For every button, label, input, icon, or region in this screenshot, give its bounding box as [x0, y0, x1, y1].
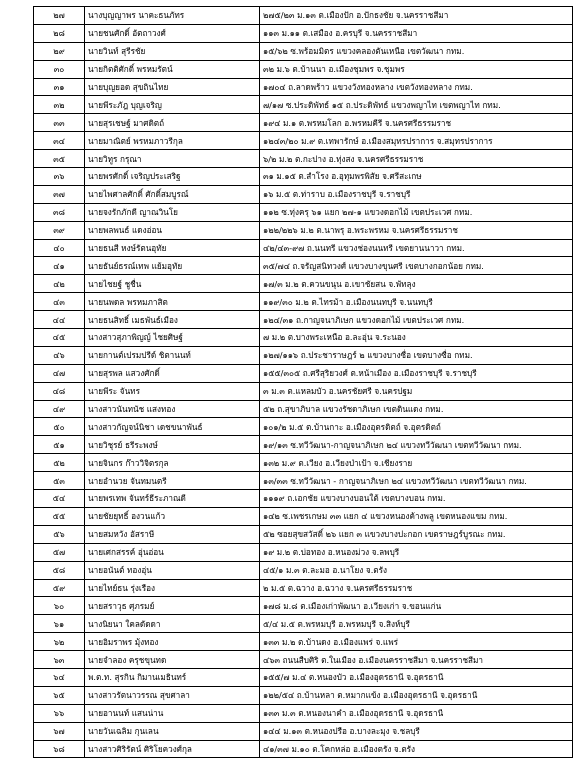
table-row: [34, 579, 573, 597]
row-number-cell: ๒๘: [34, 24, 85, 42]
address-cell: ๔๑/๓๗ ม.๑๐ ต.โคกหล่อ อ.เมืองตรัง จ.ตรัง: [260, 740, 573, 758]
address-cell: ๑๗/๓ ม.๒ ต.ควนขนุน อ.เขาชัยสน จ.พัทลุง: [260, 275, 573, 293]
table-row: [34, 293, 573, 311]
row-number-cell: ๕๙: [34, 579, 85, 597]
name-cell: นายอำนวย จันทมนตรี: [85, 472, 260, 490]
name-cell: นายจินกร ก๊าววิจิตรกุล: [85, 454, 260, 472]
address-cell: ๔๕/๑ ม.๓ ต.ละมอ อ.นาโยง จ.ตรัง: [260, 561, 573, 579]
name-cell: นายมาณิตย์ พรหมภาวรีกุล: [85, 132, 260, 150]
table-row: [34, 168, 573, 186]
name-cell: นายเศกสรรค์ อุ่นอ่อน: [85, 543, 260, 561]
name-cell: นางสาวรัตนาวรรณ สุขศาลา: [85, 686, 260, 704]
address-cell: ๑๑๒ ซ.ทุ่งครุ ๖๑ แยก ๒๗-๑ แขวงดอกไม้ เขตประเวศ กทม.: [260, 203, 573, 221]
name-cell: นายกิตติศักดิ์ พรหมรัตน์: [85, 60, 260, 78]
address-cell: ๑๑๓ ม.๑๑ ต.เสมือง อ.ครบุรี จ.นครราชสีมา: [260, 24, 573, 42]
row-number-cell: ๖๐: [34, 597, 85, 615]
address-cell: ๑๒๔๓/๒๐ ม.๙ ต.เทพารักษ์ อ.เมืองสมุทรปราการ จ.สมุทรปราการ: [260, 132, 573, 150]
address-cell: ๑๙๔ ม.๑ ต.พรหมโลก อ.พรหมคีรี จ.นครศรีธรรมราช: [260, 114, 573, 132]
address-cell: ๓๕/๗๔ ถ.จรัญสนิทวงศ์ แขวงบางขุนศรี เขตบางกอกน้อย กทม.: [260, 257, 573, 275]
name-cell: นายชนศักดิ์ อัตถาวงศ์: [85, 24, 260, 42]
table-row: [34, 633, 573, 651]
table-row: [34, 185, 573, 203]
name-cell: นางสาวกัญจน์นิชา เดชขนาพันธ์: [85, 418, 260, 436]
row-number-cell: ๔๖: [34, 346, 85, 364]
name-cell: นายอนันต์ ทองอุ่น: [85, 561, 260, 579]
address-cell: ๑๓๒ ม.๙ ต.เวียง อ.เวียงป่าเป้า จ.เชียงราย: [260, 454, 573, 472]
address-cell: ๑๓๓ ม.๒ ต.บ้านดง อ.เมืองแพร่ จ.แพร่: [260, 633, 573, 651]
address-cell: ๑๔๔ ม.๑๓ ต.หนองปรือ อ.บางละมุง จ.ชลบุรี: [260, 722, 573, 740]
address-cell: ๑๕๕/๓๐๕ ถ.ศรีสุริยวงศ์ ต.หน้าเมือง อ.เมืองราชบุรี จ.ราชบุรี: [260, 364, 573, 382]
name-cell: นายบุญยอด สุขถินไทย: [85, 78, 260, 96]
name-cell: นายอิมราพร มุ้งทอง: [85, 633, 260, 651]
member-table-body: [34, 7, 573, 758]
table-row: [34, 615, 573, 633]
address-cell: ๑๗๐๔ ถ.ลาดพร้าว แขวงวังทองหลาง เขตวังทองหลาง กทม.: [260, 78, 573, 96]
name-cell: นายพลพนธ์ แดงอ่อน: [85, 221, 260, 239]
table-row: [34, 543, 573, 561]
table-row: [34, 275, 573, 293]
row-number-cell: ๖๒: [34, 633, 85, 651]
row-number-cell: ๓๐: [34, 60, 85, 78]
table-row: [34, 525, 573, 543]
table-row: [34, 42, 573, 60]
address-cell: ๑๒๒/๒๒๖ ม.๒ ต.นาพรุ อ.พระพรหม จ.นครศรีธรรมราช: [260, 221, 573, 239]
name-cell: นายวิชุรย์ ธรีระพงษ์: [85, 436, 260, 454]
address-cell: ๑๒๔/๓๑ ถ.กาญจนาภิเษก แขวงดอกไม้ เขตประเวศ กทม.: [260, 311, 573, 329]
row-number-cell: ๓๖: [34, 168, 85, 186]
address-cell: ๗/๑๗ ซ.ประดิพัทธ์ ๑๕ ถ.ประดิพัทธ์ แขวงพญาไท เขตพญาไท กทม.: [260, 96, 573, 114]
row-number-cell: ๕๑: [34, 436, 85, 454]
name-cell: นายวิทูร กรุณา: [85, 150, 260, 168]
table-row: [34, 740, 573, 758]
table-row: [34, 597, 573, 615]
table-row: [34, 668, 573, 686]
address-cell: ๑๑๑๙ ถ.เอกชัย แขวงบางบอนใต้ เขตบางบอน กทม.: [260, 490, 573, 508]
row-number-cell: ๕๖: [34, 525, 85, 543]
table-row: [34, 203, 573, 221]
address-cell: ๑๑๙/๓๐ ม.๒ ต.ไทรม้า อ.เมืองนนทบุรี จ.นนทบุรี: [260, 293, 573, 311]
table-row: [34, 114, 573, 132]
table-row: [34, 490, 573, 508]
row-number-cell: ๔๑: [34, 257, 85, 275]
row-number-cell: ๔๕: [34, 329, 85, 347]
table-row: [34, 561, 573, 579]
row-number-cell: ๓๙: [34, 221, 85, 239]
name-cell: นายนพดล พรหมภาสิต: [85, 293, 260, 311]
address-cell: ๗ ม.๒ ต.บางพระเหนือ อ.ละอุ่น จ.ระนอง: [260, 329, 573, 347]
table-row: [34, 472, 573, 490]
table-row: [34, 78, 573, 96]
address-cell: ๑๓/๓๓ ซ.ทวีวัฒนา - กาญจนาภิเษก ๒๔ แขวงทวีวัฒนา เขตทวีวัฒนา กทม.: [260, 472, 573, 490]
address-cell: ๕๒ ซอยสุขสวัสดิ์ ๒๖ แยก ๓ แขวงบางปะกอก เขตราษฎร์บูรณะ กทม.: [260, 525, 573, 543]
name-cell: นายไทย์ธน รุ่งเรือง: [85, 579, 260, 597]
row-number-cell: ๔๔: [34, 311, 85, 329]
name-cell: นายพรศักดิ์ เจริญประเสริฐ: [85, 168, 260, 186]
name-cell: นายธนสิทธิ์ เมธพันธ์เมือง: [85, 311, 260, 329]
table-row: [34, 686, 573, 704]
address-cell: ๑๖ ม.๕ ต.ท่าราบ อ.เมืองราชบุรี จ.ราชบุรี: [260, 185, 573, 203]
row-number-cell: ๓๕: [34, 150, 85, 168]
row-number-cell: ๖๗: [34, 722, 85, 740]
row-number-cell: ๕๗: [34, 543, 85, 561]
name-cell: นางสาวสุภาพิญญ์ ไชยศิษฐ์: [85, 329, 260, 347]
row-number-cell: ๔๗: [34, 364, 85, 382]
name-cell: นายพีระ จันทร: [85, 382, 260, 400]
address-cell: ๓๒ ม.๖ ต.บ้านนา อ.เมืองชุมพร จ.ชุมพร: [260, 60, 573, 78]
name-cell: นายสุรพล แสวงศักดิ์: [85, 364, 260, 382]
name-cell: นายพรเทพ จันทร์ธีระภาณดี: [85, 490, 260, 508]
table-row: [34, 382, 573, 400]
address-cell: ๑๒๗/๑๑๖ ถ.ประชาราษฎร์ ๒ แขวงบางซื่อ เขตบางซื่อ กทม.: [260, 346, 573, 364]
row-number-cell: ๓๑: [34, 78, 85, 96]
table-row: [34, 150, 573, 168]
table-row: [34, 7, 573, 25]
name-cell: นายสุรเชษฐ์ มาศดิตถ์: [85, 114, 260, 132]
table-row: [34, 60, 573, 78]
row-number-cell: ๒๗: [34, 7, 85, 25]
row-number-cell: ๕๓: [34, 472, 85, 490]
address-cell: ๔๒/๔๓-๙๗ ถ.นนทรี แขวงช่องนนทรี เขตยานนาวา กทม.: [260, 239, 573, 257]
address-cell: ๓๑ ม.๑๕ ต.สำโรง อ.อุทุมพรพิสัย จ.ศรีสะเกษ: [260, 168, 573, 186]
name-cell: นางบุญญาพร นาคะธนภัทร: [85, 7, 260, 25]
row-number-cell: ๓๒: [34, 96, 85, 114]
row-number-cell: ๔๓: [34, 293, 85, 311]
row-number-cell: ๕๔: [34, 490, 85, 508]
table-row: [34, 329, 573, 347]
table-row: [34, 454, 573, 472]
address-cell: ๑๐๑/๒ ม.๕ ต.บ้านกาะ อ.เมืองอุตรดิตถ์ จ.อุตรดิตถ์: [260, 418, 573, 436]
address-cell: ๑๗๘ ม.๘ ต.เมืองเก่าพัฒนา อ.เวียงเก่า จ.ขอนแก่น: [260, 597, 573, 615]
address-cell: ๕๒ ถ.สุขาภิบาล แขวงรัชดาภิเษก เขตดินแดง กทม.: [260, 400, 573, 418]
table-row: [34, 311, 573, 329]
name-cell: นายสราวุธ ศุภรมย์: [85, 597, 260, 615]
row-number-cell: ๓๔: [34, 132, 85, 150]
name-cell: นายสมหวัง อัสราษี: [85, 525, 260, 543]
name-cell: นายวินท์ สุรีรชัย: [85, 42, 260, 60]
row-number-cell: ๒๙: [34, 42, 85, 60]
table-row: [34, 507, 573, 525]
row-number-cell: ๕๒: [34, 454, 85, 472]
name-cell: นายธนสี หงษ์รัตนอุทัย: [85, 239, 260, 257]
row-number-cell: ๖๖: [34, 704, 85, 722]
row-number-cell: ๔๒: [34, 275, 85, 293]
name-cell: นายจงรักภักดี ญาณวินโย: [85, 203, 260, 221]
name-cell: นายกานต์เปรมปรีด์ ชิตานนท์: [85, 346, 260, 364]
table-row: [34, 239, 573, 257]
row-number-cell: ๖๓: [34, 651, 85, 669]
address-cell: ๓ ม.๓ ต.แหลมบัว อ.นครชัยศรี จ.นครปฐม: [260, 382, 573, 400]
address-cell: ๒๗๕/๒๓ ม.๑๓ ต.เมืองปัก อ.ปักธงชัย จ.นครราชสีมา: [260, 7, 573, 25]
row-number-cell: ๖๔: [34, 668, 85, 686]
address-cell: ๑๙ ม.๒ ต.บ่อทอง อ.หนองม่วง จ.ลพบุรี: [260, 543, 573, 561]
name-cell: นายชัยยุทธิ์ องวนแก้ว: [85, 507, 260, 525]
address-cell: ๕/๔ ม.๕ ต.พรหมบุรี อ.พรหมบุรี จ.สิงห์บุรี: [260, 615, 573, 633]
name-cell: นางสาวศิริรัตน์ ศิริโยควงศ์กุล: [85, 740, 260, 758]
row-number-cell: ๕๕: [34, 507, 85, 525]
name-cell: นายพีระภัฎ บุญเจริญ: [85, 96, 260, 114]
name-cell: นางนิยนา ใคลดัดดา: [85, 615, 260, 633]
table-row: [34, 257, 573, 275]
table-row: [34, 651, 573, 669]
table-row: [34, 24, 573, 42]
row-number-cell: ๔๘: [34, 382, 85, 400]
member-table: [33, 6, 573, 758]
address-cell: ๑๓๓ ม.๓ ต.หนองนาคำ อ.เมืองอุดรธานี จ.อุดรธานี: [260, 704, 573, 722]
table-row: [34, 400, 573, 418]
row-number-cell: ๓๘: [34, 203, 85, 221]
address-cell: ๑๕๕/๗ ม.๔ ต.หนองบัว อ.เมืองอุดรธานี จ.อุดรธานี: [260, 668, 573, 686]
row-number-cell: ๕๐: [34, 418, 85, 436]
row-number-cell: ๖๘: [34, 740, 85, 758]
table-row: [34, 436, 573, 454]
table-row: [34, 704, 573, 722]
row-number-cell: ๓๗: [34, 185, 85, 203]
table-row: [34, 221, 573, 239]
address-cell: ๑๔๒ ซ.เพชรเกษม ๓๓ แยก ๔ แขวงหนองค้างพลู เขตหนองแขม กทม.: [260, 507, 573, 525]
name-cell: นายไชยฐ์ ชูชื่น: [85, 275, 260, 293]
row-number-cell: ๖๕: [34, 686, 85, 704]
name-cell: นายจำลอง ครุชขุนทด: [85, 651, 260, 669]
name-cell: นายไพศาลศักดิ์ ศักดิ์สมบูรณ์: [85, 185, 260, 203]
name-cell: นายอานนท์ แสนน่าน: [85, 704, 260, 722]
row-number-cell: ๔๙: [34, 400, 85, 418]
address-cell: ๑๒๒/๕๔ ถ.บ้านหลา ต.หมากแข้ง อ.เมืองอุดรธานี จ.อุดรธานี: [260, 686, 573, 704]
table-row: [34, 364, 573, 382]
address-cell: ๑๕/๖๒ ซ.พร้อมมิตร แขวงคลองตันเหนือ เขตวัฒนา กทม.: [260, 42, 573, 60]
table-row: [34, 96, 573, 114]
table-row: [34, 132, 573, 150]
name-cell: นายธันย์ธรณ์เทพ แย้มอุทัย: [85, 257, 260, 275]
table-row: [34, 346, 573, 364]
name-cell: พ.ต.ท. สุรกิน กิมานเมธินทร์: [85, 668, 260, 686]
row-number-cell: ๓๓: [34, 114, 85, 132]
row-number-cell: ๔๐: [34, 239, 85, 257]
address-cell: ๖/๒ ม.๒ ต.กะปาง อ.ทุ่งสง จ.นครศรีธรรมราช: [260, 150, 573, 168]
name-cell: นางสาวนันทนัช แสงทอง: [85, 400, 260, 418]
row-number-cell: ๖๑: [34, 615, 85, 633]
name-cell: นายวันเฉลิม กุนเลน: [85, 722, 260, 740]
address-cell: ๑๙/๑๓ ซ.ทวีวัฒนา-กาญจนาภิเษก ๒๔ แขวงทวีวัฒนา เขตทวีวัฒนา กทม.: [260, 436, 573, 454]
row-number-cell: ๕๘: [34, 561, 85, 579]
table-row: [34, 418, 573, 436]
table-row: [34, 722, 573, 740]
address-cell: ๒ ม.๕ ต.ฉวาง อ.ฉวาง จ.นครศรีธรรมราช: [260, 579, 573, 597]
address-cell: ๔๖๓ ถนนสืบศิริ ต.ในเมือง อ.เมืองนครราชสีมา จ.นครราชสีมา: [260, 651, 573, 669]
